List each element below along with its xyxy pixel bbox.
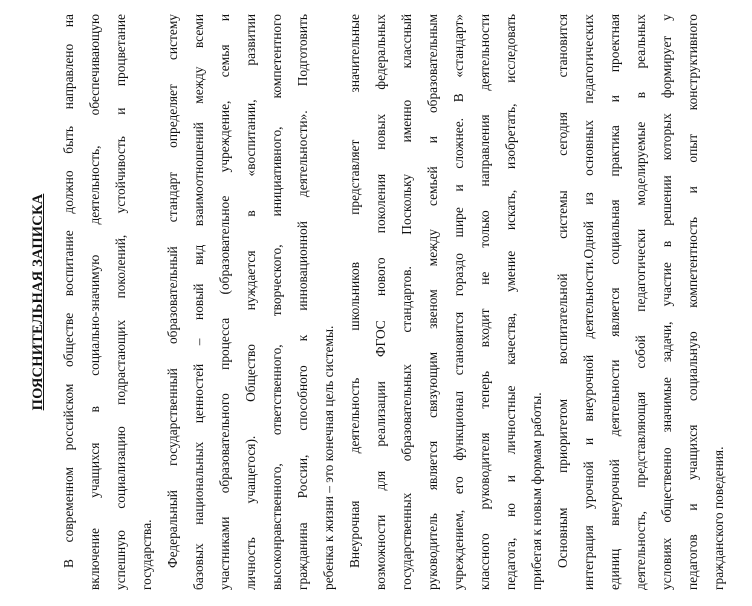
text-line: ребенка к жизни – это конечная цель системы.	[321, 325, 336, 590]
text-line: гражданина России, способного к инновационной деятельности». Подготовить	[295, 14, 310, 590]
rotated-text-block	[26, 14, 726, 590]
page-title: ПОЯСНИТЕЛЬНАЯ ЗАПИСКА	[30, 193, 46, 411]
text-line: В современном российском обществе воспитание должно быть направлено на	[61, 14, 76, 568]
text-line: успешную социализацию подрастающих поколений, устойчивость и процветание	[113, 14, 128, 590]
text-line: единиц внеурочной деятельности является социальная практика и проектная	[607, 14, 622, 590]
text-line: включение учащихся в социально-значимую деятельность, обеспечивающую	[87, 14, 102, 590]
text-line: условиях общественно значимые задачи, участие в решении которых формирует у	[659, 14, 674, 590]
text-line: базовых национальных ценностей – новый вид взаимоотношений между всеми	[191, 14, 206, 590]
text-line: государства.	[139, 519, 154, 590]
text-line: педагога, но и личностные качества, умение искать, изобретать, исследовать	[503, 14, 518, 590]
text-line: личность учащегося). Общество нуждается в «воспитании, развитии	[243, 14, 258, 590]
text-line: педагогов и учащихся социальную компетентность и опыт конструктивного	[685, 14, 700, 590]
text-line: интеграция урочной и внеурочной деятельности.Одной из основных педагогических	[581, 14, 596, 590]
text-line: прибегая к новым формам работы.	[529, 392, 544, 590]
text-line: руководитель является связующим звеном между семьей и образовательным	[425, 14, 440, 590]
text-line: гражданского поведения.	[711, 446, 726, 590]
text-line: участниками образовательного процесса (образовательное учреждение, семья и	[217, 14, 232, 590]
text-line: Внеурочная деятельность школьников представляет значительные	[347, 14, 362, 568]
text-line: классного руководителя теперь входит не только направления деятельности	[477, 14, 492, 590]
text-line: возможности для реализации ФГОС нового поколения новых федеральных	[373, 14, 388, 590]
text-line: государственных образовательных стандартов. Поскольку именно классный	[399, 14, 414, 590]
text-line: Основным приоритетом воспитательной системы сегодня становится	[555, 14, 570, 568]
text-line: высоконравственного, ответственного, творческого, инициативного, компетентного	[269, 14, 284, 590]
text-line: деятельность, представляющая собой педагогически моделируемые в реальных	[633, 14, 648, 590]
text-line: учреждением, его функционал становится гораздо шире и сложнее. В «стандарт»	[451, 14, 466, 590]
text-line: Федеральный государственный образовательный стандарт определяет систему	[165, 14, 180, 568]
